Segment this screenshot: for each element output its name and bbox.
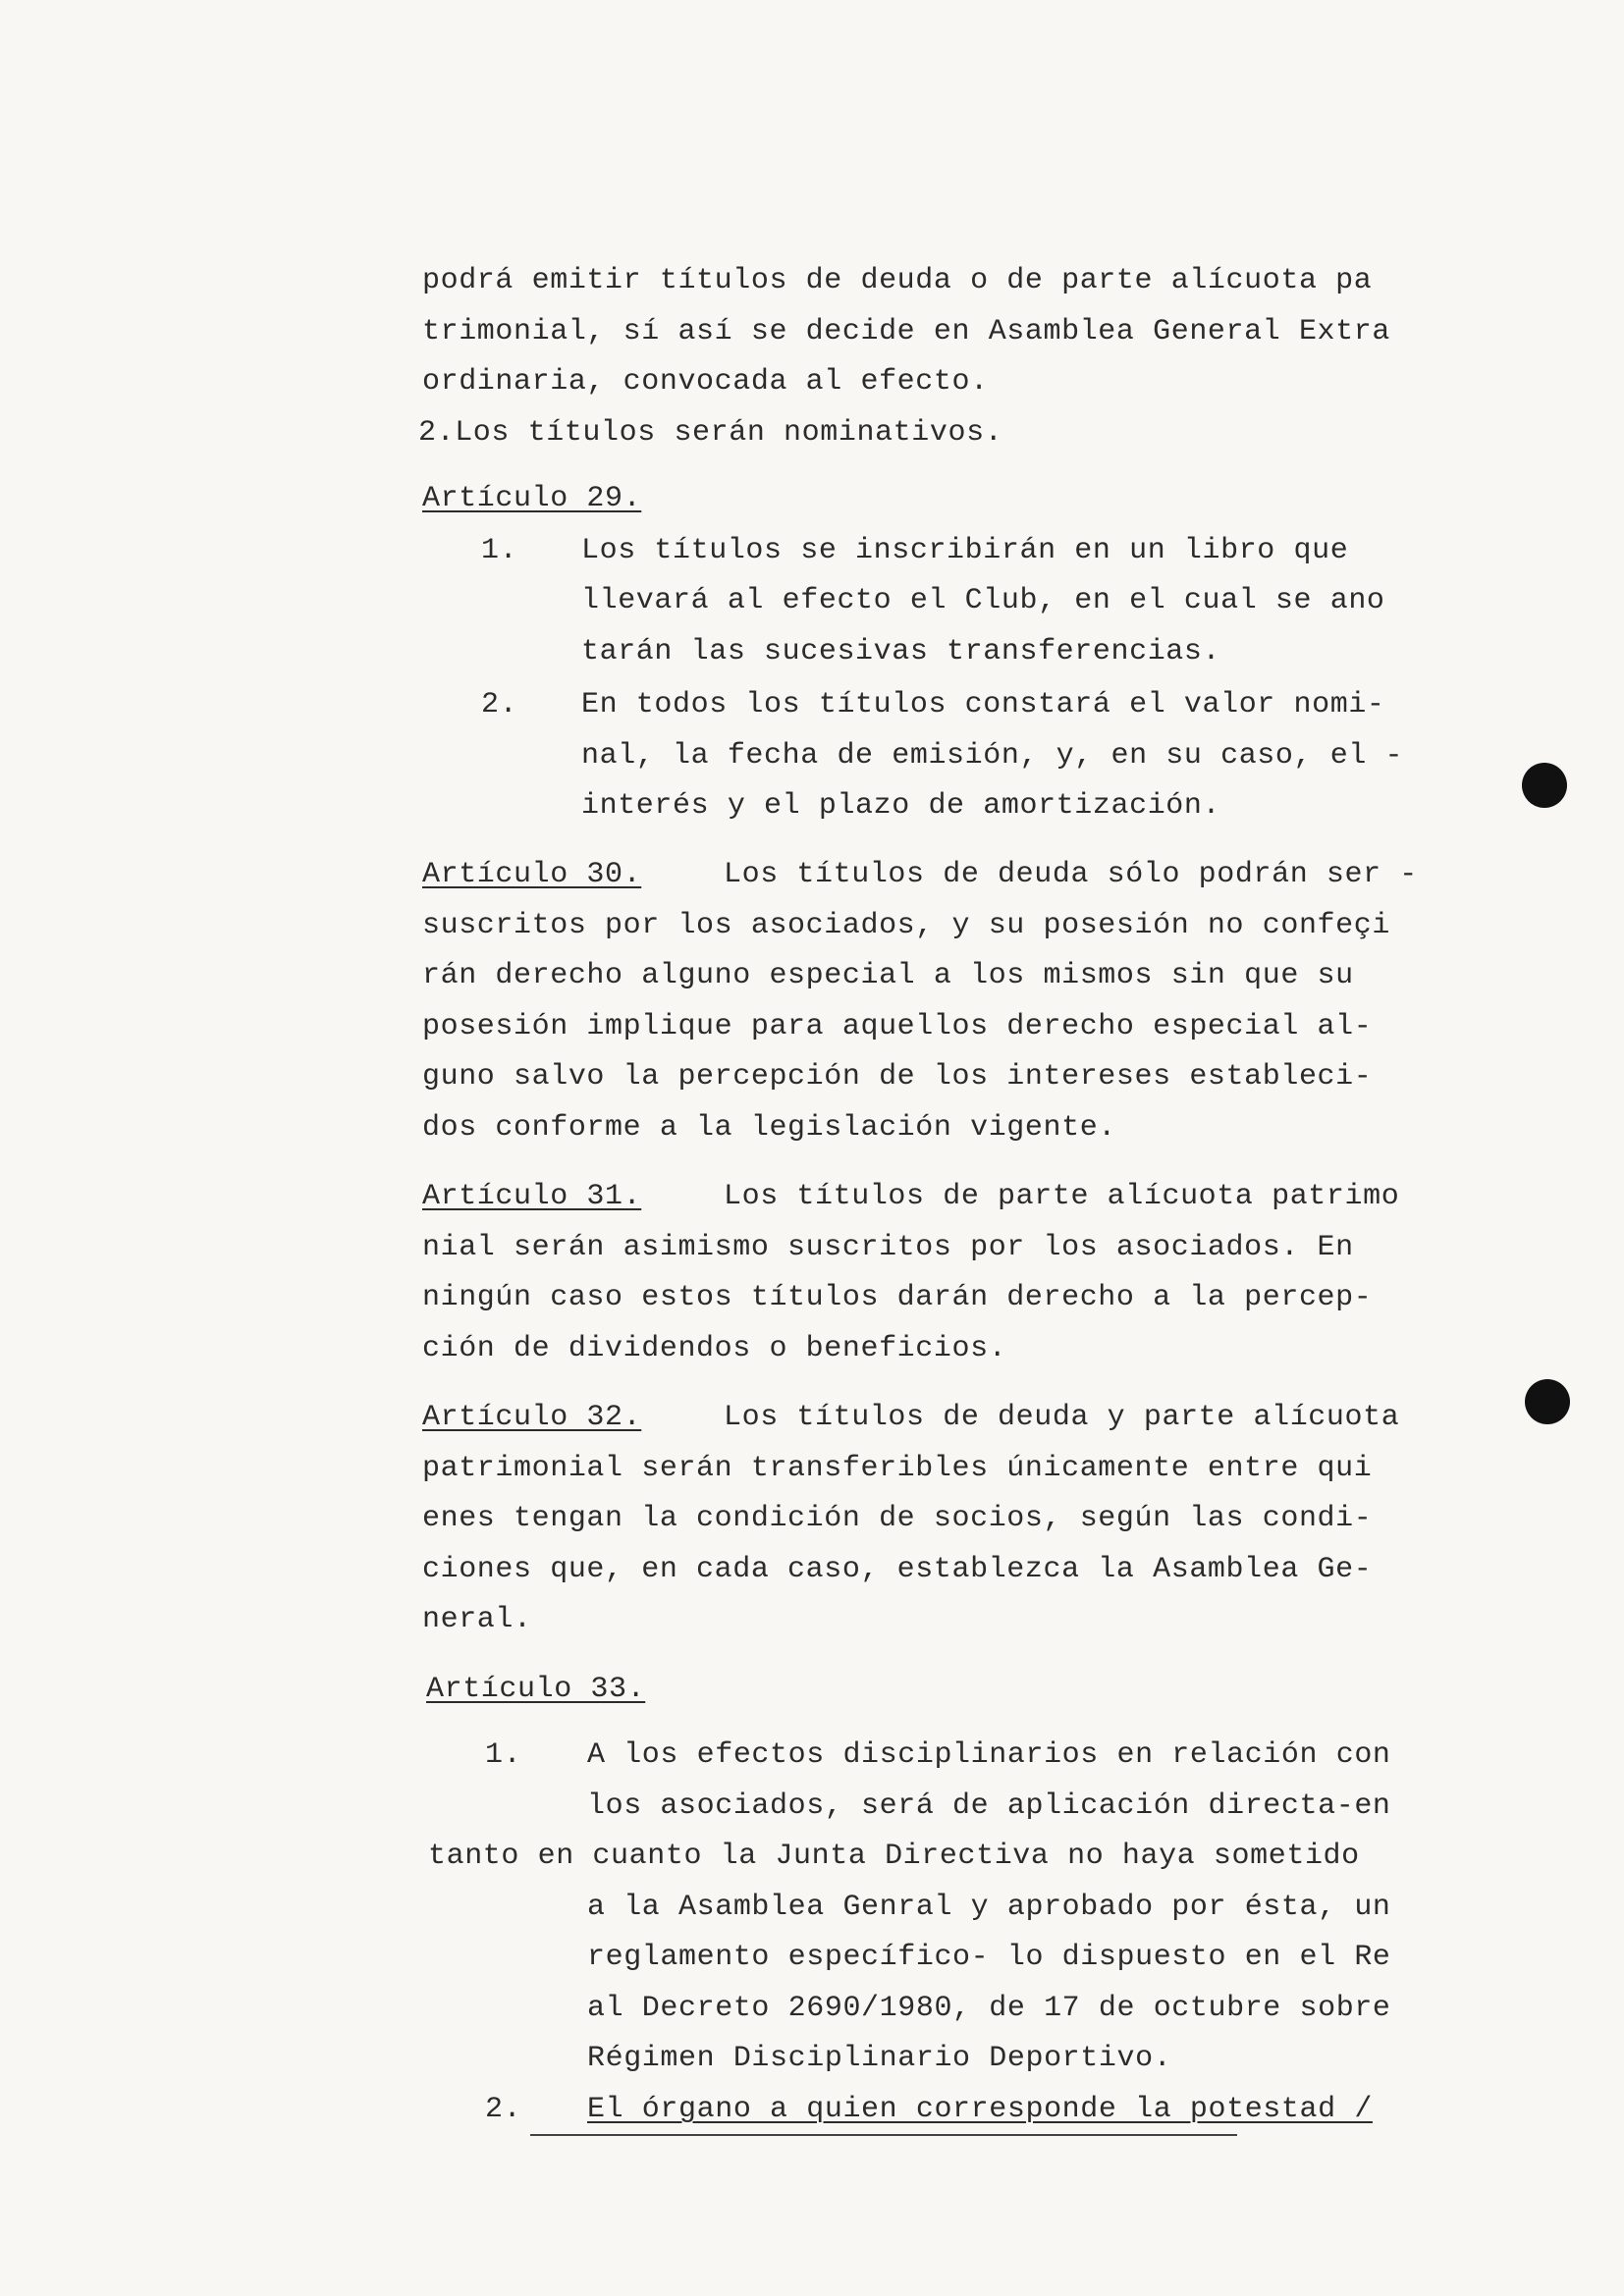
article-33-item-1-line: tanto en cuanto la Junta Directiva no haya sometido bbox=[428, 1840, 1360, 1873]
article-33-item-1-line: Régimen Disciplinario Deportivo. bbox=[587, 2042, 1172, 2075]
article-32-heading: Artículo 32. bbox=[422, 1401, 642, 1434]
article-29-heading: Artículo 29. bbox=[422, 482, 642, 515]
article-31-heading: Artículo 31. bbox=[422, 1180, 642, 1213]
article-33-item-1-line: a la Asamblea Genral y aprobado por ésta, un bbox=[587, 1891, 1391, 1924]
article-29-item-2-number: 2. bbox=[481, 688, 518, 721]
article-29-item-1-number: 1. bbox=[481, 534, 518, 567]
article-31-line: ción de dividendos o beneficios. bbox=[422, 1332, 1007, 1365]
article-30-line: posesión implique para aquellos derecho especial al- bbox=[422, 1010, 1373, 1043]
intro-line: podrá emitir títulos de deuda o de parte alícuota pa bbox=[422, 264, 1373, 297]
article-33-item-1-number: 1. bbox=[485, 1738, 522, 1772]
article-29-item-1-line: Los títulos se inscribirán en un libro que bbox=[581, 534, 1349, 567]
article-30-line: Los títulos de deuda sólo podrán ser - bbox=[724, 858, 1418, 891]
article-32-line: neral. bbox=[422, 1603, 532, 1636]
article-31-line: ningún caso estos títulos darán derecho a la percep- bbox=[422, 1281, 1373, 1314]
article-29-item-1-line: llevará al efecto el Club, en el cual se ano bbox=[581, 584, 1385, 617]
article-31-line: Los títulos de parte alícuota patrimo bbox=[724, 1180, 1400, 1213]
intro-line: trimonial, sí así se decide en Asamblea General Extra bbox=[422, 315, 1390, 348]
article-29-item-2-line: En todos los títulos constará el valor nomi- bbox=[581, 688, 1385, 721]
article-32-line: Los títulos de deuda y parte alícuota bbox=[724, 1401, 1400, 1434]
article-33-item-1-line: al Decreto 2690/1980, de 17 de octubre sobre bbox=[587, 1992, 1391, 2025]
article-32-line: enes tengan la condición de socios, según las condi- bbox=[422, 1502, 1373, 1535]
article-33-item-2-line: El órgano a quien corresponde la potestad / bbox=[587, 2093, 1373, 2126]
article-31-line: nial serán asimismo suscritos por los asociados. En bbox=[422, 1231, 1354, 1264]
article-33-item-1-line: A los efectos disciplinarios en relación con bbox=[587, 1738, 1391, 1772]
article-30-line: rán derecho alguno especial a los mismos sin que su bbox=[422, 959, 1354, 992]
punch-hole-top bbox=[1522, 763, 1567, 808]
article-30-line: dos conforme a la legislación vigente. bbox=[422, 1111, 1116, 1145]
article-32-line: ciones que, en cada caso, establezca la Asamblea Ge- bbox=[422, 1553, 1373, 1586]
punch-hole-bottom bbox=[1525, 1379, 1570, 1424]
intro-line: ordinaria, convocada al efecto. bbox=[422, 365, 989, 399]
article-33-item-1-line: reglamento específico- lo dispuesto en el Re bbox=[587, 1941, 1391, 1974]
article-30-line: guno salvo la percepción de los intereses estableci- bbox=[422, 1060, 1373, 1094]
article-29-item-2-line: nal, la fecha de emisión, y, en su caso, el - bbox=[581, 739, 1404, 773]
article-29-item-1-line: tarán las sucesivas transferencias. bbox=[581, 635, 1221, 668]
intro-line: 2.Los títulos serán nominativos. bbox=[418, 416, 1003, 450]
article-30-line: suscritos por los asociados, y su posesión no confeçi bbox=[422, 909, 1390, 942]
article-33-item-1-line: los asociados, será de aplicación directa-en bbox=[587, 1789, 1391, 1823]
article-33-item-2-number: 2. bbox=[485, 2093, 522, 2126]
article-29-item-2-line: interés y el plazo de amortización. bbox=[581, 789, 1221, 823]
article-33-heading: Artículo 33. bbox=[426, 1673, 646, 1706]
article-32-line: patrimonial serán transferibles únicamente entre qui bbox=[422, 1452, 1373, 1485]
article-30-heading: Artículo 30. bbox=[422, 858, 642, 891]
bottom-rule bbox=[530, 2134, 1237, 2136]
